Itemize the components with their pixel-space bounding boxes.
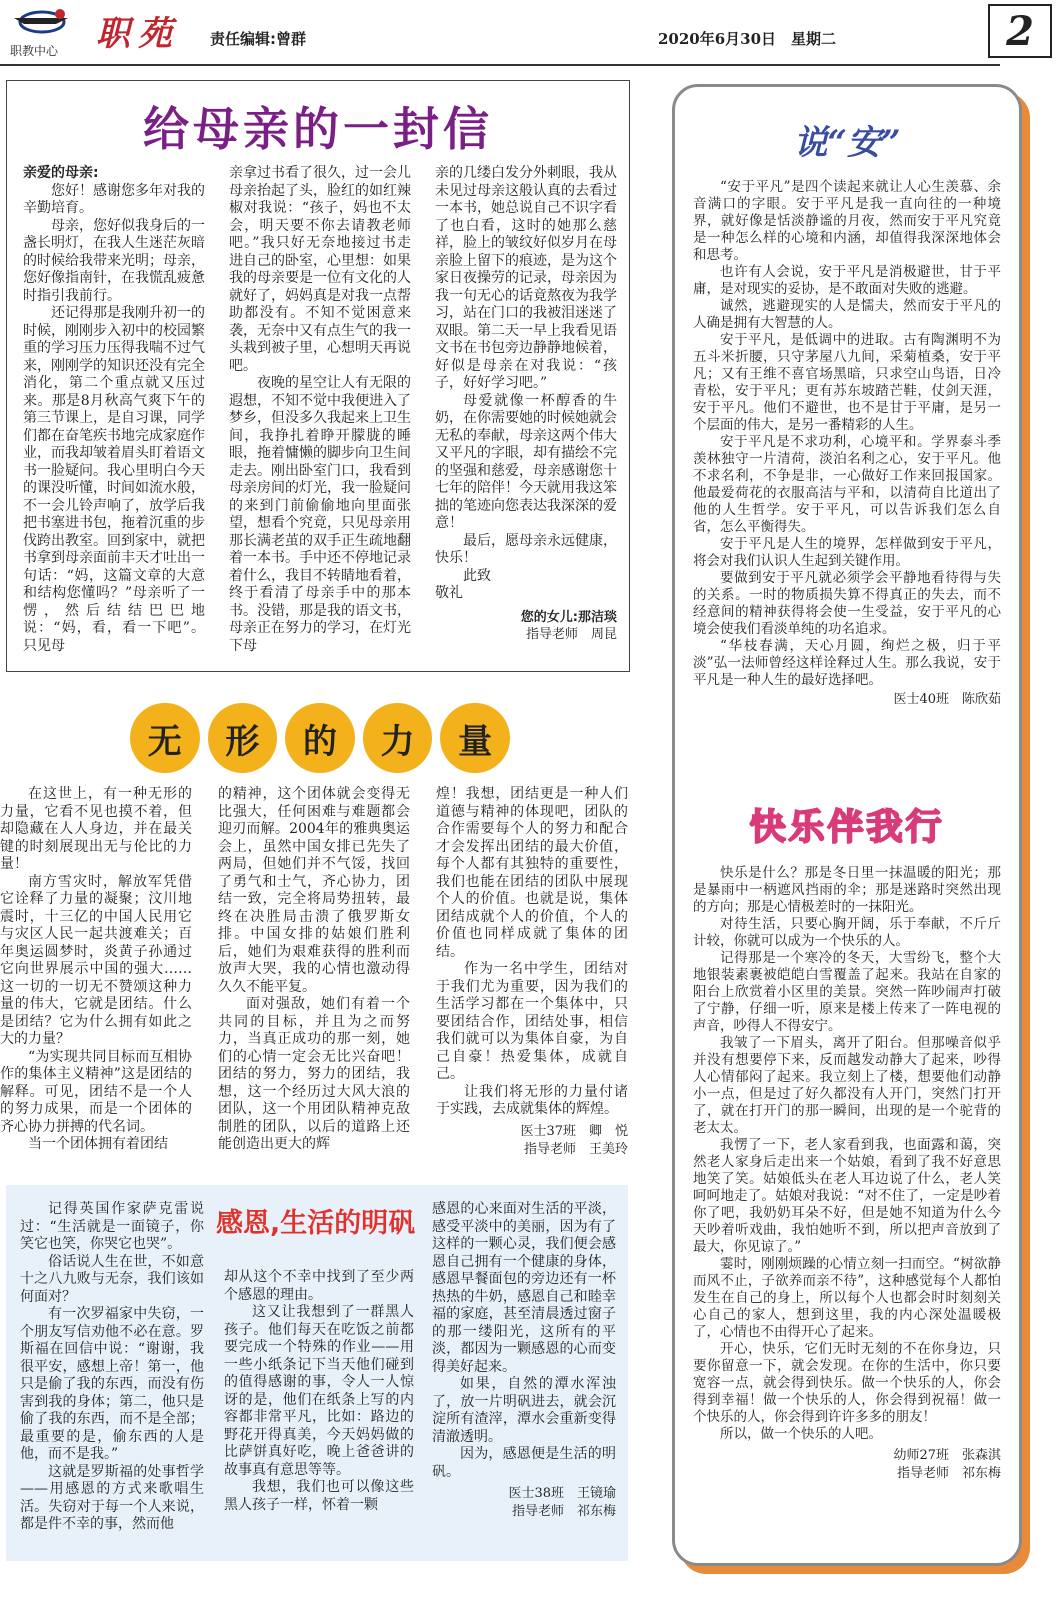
power-column-2 [218,786,410,1154]
power-paragraph: 煌！我想，团结更是一种人们道德与精神的体现吧，团队的合作需要每个人的努力和配合才会发挥出团结的最大价值，每个人都有其独特的重要性，我们也能在团结的团队中展现个人的价值。也就是说，集体团结成就个人的价值，个人的价值也同样成就了集体的团结。 [436,786,628,960]
letter-title: 给母亲的一封信 [143,102,493,156]
right-panel [672,84,1022,1566]
letter-paragraph: 母亲，您好似我身后的一盏长明灯，在我人生迷茫灰暗的时候给我带来光明；母亲，您好像指南针，在我慌乱疲惫时指引我前行。 [23,217,205,304]
gratitude-paragraph: 这又让我想到了一群黑人孩子。他们每天在吃饭之前都要完成一个特殊的作业——用一些小纸条记下当天他们碰到的值得感谢的事，令人一人惊讶的是，他们在纸条上写的内容都非常平凡，比如：路边的野花开得真美，今天妈妈做的比萨饼真好吃，晚上爸爸讲的故事真有意思等等。 [224,1304,414,1478]
gratitude-column-1 [20,1201,204,1534]
power-title [130,703,510,777]
an-paragraph: 安于平凡是不求功利，心境平和。学界泰斗季羡林独守一片清荷，淡泊名利之心，安于平凡。他不求名利，不争是非，一心做好工作来回报国家。他最爱荷花的衣服高洁与平和，以清荷自比道出了他的人生哲学。安于平凡，可以告诉我们怎么自省，怎么平衡得失。 [693,434,1001,535]
an-paragraph: 也许有人会说，安于平凡是消极避世，甘于平庸，是对现实的妥协，是不敢面对失败的逃避。 [693,264,1001,297]
happy-byline: 幼师27班 张森淇 [893,1448,1001,1463]
letter-paragraph: 最后，愿母亲永远健康，快乐！ [435,532,617,566]
letter-paragraph: 夜晚的星空让人有无限的遐想，不知不觉中我便进入了梦乡，但没多久我起来上卫生间，我挣扎着睁开朦胧的睡眼，拖着慵懒的脚步向卫生间走去。刚出卧室门口，我看到母亲房间的灯光，我一脸疑问的来到门前偷偷地向里面张望，想看个究竟，只见母亲用那长满老茧的双手正生疏地翻着一本书。手中还不停地记录着什么，我目不转睛地看着，终于看清了母亲手中的那本书。没错，那是我的语文书，母亲正在努力的学习，在灯光下母 [229,375,411,654]
happy-paragraph: 对待生活，只要心胸开阔，乐于奉献，不斤斤计较，你就可以成为一个快乐的人。 [693,916,1001,949]
power-paragraph: 当一个团体拥有着团结 [28,1136,168,1152]
happy-title: 快乐伴我行 [749,807,945,848]
page-number: 2 [988,4,1052,58]
gratitude-paragraph: 我想，我们也可以像这些黑人孩子一样，怀着一颗 [224,1479,414,1513]
power-paragraph: 面对强敌，她们有着一个共同的目标，并且为之而努力，当真正成功的那一刻，她们的心情一定会无比兴奋吧！团结的努力，努力的团结，我想，这一个经历过大风大浪的团队，这一个用团队精神克敌制胜的团队，以后的道路上还能创造出更大的辉 [218,996,410,1152]
gratitude-byline: 医士38班 王镜瑜 [508,1486,616,1501]
an-body [693,179,1001,709]
letter-signature: 您的女儿:那洁琰 [520,609,617,625]
happy-paragraph: 所以，做一个快乐的人吧。 [720,1426,882,1442]
happy-body [693,865,1001,1483]
gratitude-paragraph: 记得英国作家萨克雷说过：“生活就是一面镜子，你笑它也笑，你哭它也哭”。 [20,1201,204,1252]
letter-column-3 [435,165,617,644]
title-circle: 的 [285,703,355,773]
letter-paragraph: 母爱就像一杯醇香的牛奶，在你需要她的时候她就会无私的奉献，母亲这两个伟大又平凡的字眼，却有描绘不完的坚强和慈爱，母亲感谢您十七年的陪伴！今天就用我这笨拙的笔迹向您表达我深深的爱意！ [435,392,617,531]
happy-paragraph: 开心，快乐，它们无时无刻的不在你身边，只要你留意一下，就会发现。在你的生活中，你只要宽容一点，就会得到快乐。做一个快乐的人，你会得到幸福！做一个快乐的人，你会得到祝福！做一个快乐的人，你会得到许许多多的朋友！ [693,1341,1001,1425]
gratitude-column-3 [432,1201,616,1521]
gratitude-article [6,1185,628,1561]
an-paragraph: 安于平凡，是低调中的进取。古有陶渊明不为五斗米折腰，只守茅屋八九间，采菊植桑，安于平凡；又有王维不喜官场黑暗，只求空山鸟语，日冷青松，安于平凡；更有苏东坡踏芒鞋，仗剑天涯，安于平凡。他们不避世，也不是甘于平庸，是另一个层面的伟大，是另一番精彩的人生。 [693,332,1001,433]
power-column-3 [436,786,628,1159]
gratitude-advisor: 指导老师 祁东梅 [511,1504,616,1519]
power-column-1 [0,786,192,1154]
gratitude-paragraph: 有一次罗福家中失窃，一个朋友写信劝他不必在意。罗斯福在回信中说：“谢谢，我很平安，感想上帝！第一，他只是偷了我的东西，而没有伤害到我的身体；第二，他只是偷了我的东西，而不是全部；最重要的是，偷东西的人是他，而不是我。” [20,1306,204,1462]
gratitude-paragraph: 这就是罗斯福的处事哲学——用感恩的方式来歌唱生活。失窃对于每一个人来说，都是件不幸的事，然而他 [20,1463,204,1532]
happy-paragraph: 我皱了一下眉头，离开了阳台。但那噪音似乎并没有想要停下来，反而越发动静大了起来，吵得人心情郁闷了起来。我立刻上了楼，想要他们动静小一点，但是过了好久都没有人开门，突然门打开了，就在打开门的那一瞬间，出现的是一个驼背的老太太。 [693,1035,1001,1136]
power-byline: 医士37班 卿 悦 [520,1123,628,1139]
editor-credit: 责任编辑:曾群 [210,30,306,48]
letter-paragraph: 亲拿过书看了很久，过一会儿母亲抬起了头，脸红的如红辣椒对我说：“孩子，妈也不太会，明天要不你去请教老师吧。”我只好无奈地接过书走进自己的卧室，心里想：如果我的母亲要是一位有文化的人就好了，妈妈真是对我一点帮助都没有。不知不觉困意来袭，无奈中又有点生气的我一头栽到被子里，心想明天再说吧。 [229,165,411,374]
an-paragraph: “华枝春满，天心月圆，绚烂之极，归于平淡”弘一法师曾经这样诠释过人生。那么我说，安于平凡是一种人生的最好选择吧。 [693,638,1001,688]
title-circle: 形 [208,703,278,773]
section-title: 职苑 [96,14,180,54]
issue-date: 2020年6月30日 星期二 [658,30,837,48]
letter-column-1 [23,165,205,655]
power-paragraph: 南方雪灾时，解放军凭借它诠释了力量的凝聚；汶川地震时，十三亿的中国人民用它与灾区人民一起共渡难关；百年奥运圆梦时，炎黄子孙通过它向世界展示中国的强大……这一切的一切无不赞颂这种力量的伟大，它就是团结。什么是团结？它为什么拥有如此之大的力量？ [0,873,192,1047]
power-paragraph: 让我们将无形的力量付诸于实践，去成就集体的辉煌。 [436,1083,628,1117]
letter-closing: 敬礼 [435,585,463,601]
logo-icon [8,4,76,40]
letter-paragraph: 亲的几缕白发分外刺眼，我从未见过母亲这般认真的去看过一本书，她总说自己不识字看了也白看，这时的她那么慈祥，脸上的皱纹好似岁月在母亲脸上留下的痕迹，是为这个家日夜操劳的记录，母亲因为我一句无心的话竟熬夜为我学习，站在门口的我被泪迷迷了双眼。第二天一早上我看见语文书在书包旁边静静地候着，好似是母亲在对我说：“孩子，好好学习吧。” [435,165,617,391]
gratitude-paragraph: 俗话说人生在世，不如意十之八九败与无奈，我们该如何面对？ [20,1253,204,1305]
power-paragraph: 在这世上，有一种无形的力量，它看不见也摸不着，但却隐藏在人人身边，并在最关键的时刻展现出无与伦比的力量！ [0,786,192,872]
letter-advisor: 指导老师 周昆 [525,627,617,642]
power-paragraph: 作为一名中学生，团结对于我们尤为重要，因为我们的生活学习都在一个集体中，只要团结合作，团结处事，相信我们就可以为集体自豪，为自己自豪！热爱集体，成就自己。 [436,961,628,1082]
letter-article [6,80,630,672]
gratitude-paragraph: 却从这个不幸中找到了至少两个感恩的理由。 [224,1269,414,1303]
gratitude-column-2 [224,1269,414,1514]
letter-paragraph: 还记得那是我刚升初一的时候，刚刚步入初中的校园繁重的学习压力压得我喘不过气来，刚刚学的知识还没有完全消化，第二个重点就又压过来。那是8月秋高气爽下午的第三节课上，是自习课，同学们都在奋笔疾书地完成家庭作业，而我却皱着眉头盯着语文书一脸疑问。我心里明白今天的课没听懂，时间如流水般，不一会儿铃声响了，放学后我把书塞进书包，拖着沉重的步伐跨出教室。回到家中，就把书拿到母亲面前丰天才吐出一句话：“妈，这篇文章的大意和结构您懂吗？”母亲听了一愣，然后结结巴巴地说：“妈，看，看一下吧”。只见母 [23,305,205,654]
gratitude-title: 感恩,生活的明矾 [216,1208,416,1239]
an-title: 说“安” [793,123,901,163]
power-advisor: 指导老师 王美玲 [523,1141,628,1157]
header-rule [0,64,1000,66]
happy-paragraph: 记得那是一个寒冷的冬天，大雪纷飞，整个大地银装素裹被皑皑白雪覆盖了起来。我站在自家的阳台上欣赏着小区里的美景。突然一阵吵闹声打破了宁静，仔细一听，原来是楼上传来了一阵电视的声音，吵得人不得安宁。 [693,950,1001,1034]
gratitude-paragraph: 感恩的心来面对生活的平淡，感受平淡中的美丽，因为有了这样的一颗心灵，我们便会感恩自己拥有一个健康的身体，感恩早餐面包的旁边还有一杯热热的牛奶，感恩自己和睦幸福的家庭，甚至清晨透过窗子的那一缕阳光，这所有的平淡，都因为一颗感恩的心而变得美好起来。 [432,1201,616,1375]
power-paragraph: 的精神，这个团体就会变得无比强大，任何困难与难题都会迎刃而解。2004年的雅典奥运会上，虽然中国女排已先失了两局，但她们并不气馁，找回了勇气和士气，齐心协力，团结一致，完全将局势扭转，最终在决胜局击溃了俄罗斯女排。中国女排的姑娘们胜利后，她们为艰难获得的胜利而放声大哭，我的心情也激动得久久不能平复。 [218,786,410,995]
title-circle: 量 [440,703,510,773]
happy-advisor: 指导老师 祁东梅 [896,1466,1001,1481]
power-paragraph: “为实现共同目标而互相协作的集体主义精神”这是团结的解释。可见，团结不是一个人的努力成果，而是一个团体的齐心协力拼搏的代名词。 [0,1048,192,1135]
letter-column-2 [229,165,411,655]
gratitude-paragraph: 如果，自然的潭水浑浊了，放一片明矾进去，就会沉淀所有渣滓，潭水会重新变得清澈透明。 [432,1376,616,1445]
title-circle: 力 [363,703,433,773]
letter-salutation: 亲爱的母亲: [23,165,99,181]
an-paragraph: “安于平凡”是四个读起来就让人心生羡慕、余音满口的字眼。安于平凡是我一直向往的一种境界，就好像是恬淡静谧的月夜，然而安于平凡究竟是一种怎么样的心境和内涵，却值得我深深地体会和思考。 [693,179,1001,263]
letter-paragraph: 您好！感谢您多年对我的辛勤培育。 [23,182,205,216]
an-paragraph: 要做到安于平凡就必须学会平静地看待得与失的关系。一时的物质损失算不得真正的失去，而不经意间的精神获得将会使一生受益，安于平凡的心境会使我们看淡单纯的功名追求。 [693,570,1001,637]
title-circle: 无 [130,703,200,773]
an-paragraph: 安于平凡是人生的境界，怎样做到安于平凡，将会对我们认识人生起到关键作用。 [693,536,1001,569]
gratitude-paragraph: 因为，感恩便是生活的明矾。 [432,1446,616,1480]
happy-paragraph: 我愣了一下，老人家看到我，也面露和蔼，突然老人家身后走出来一个姑娘，看到了我不好意思地笑了笑。姑娘低头在老人耳边说了什么，老人笑呵呵地走了。姑娘对我说：“对不住了，一定是吵着你了吧，我奶奶耳朵不好，但是她不知道为什么今天吵着听戏曲，我怕她听不到，所以把声音放到了最大，你见谅了。” [693,1137,1001,1255]
happy-paragraph: 霎时，刚刚烦躁的心情立刻一扫而空。“树欲静而风不止，子欲养而亲不待”，这种感觉每个人都怕发生在自己的身上，所以每个人也都会时时刻刻关心自己的家人，想到这里，我的内心深处温暖极了，心情也不由得开心了起来。 [693,1256,1001,1340]
letter-closing: 此致 [463,567,491,584]
logo-caption: 职教中心 [10,44,59,58]
an-paragraph: 诚然，逃避现实的人是懦夫，然而安于平凡的人确是拥有大智慧的人。 [693,298,1001,331]
an-byline: 医士40班 陈欣茹 [893,692,1001,707]
happy-paragraph: 快乐是什么？那是冬日里一抹温暖的阳光；那是暴雨中一柄遮风挡雨的伞；那是迷路时突然出现的方向；那是心情极差时的一抹阳光。 [693,865,1001,915]
